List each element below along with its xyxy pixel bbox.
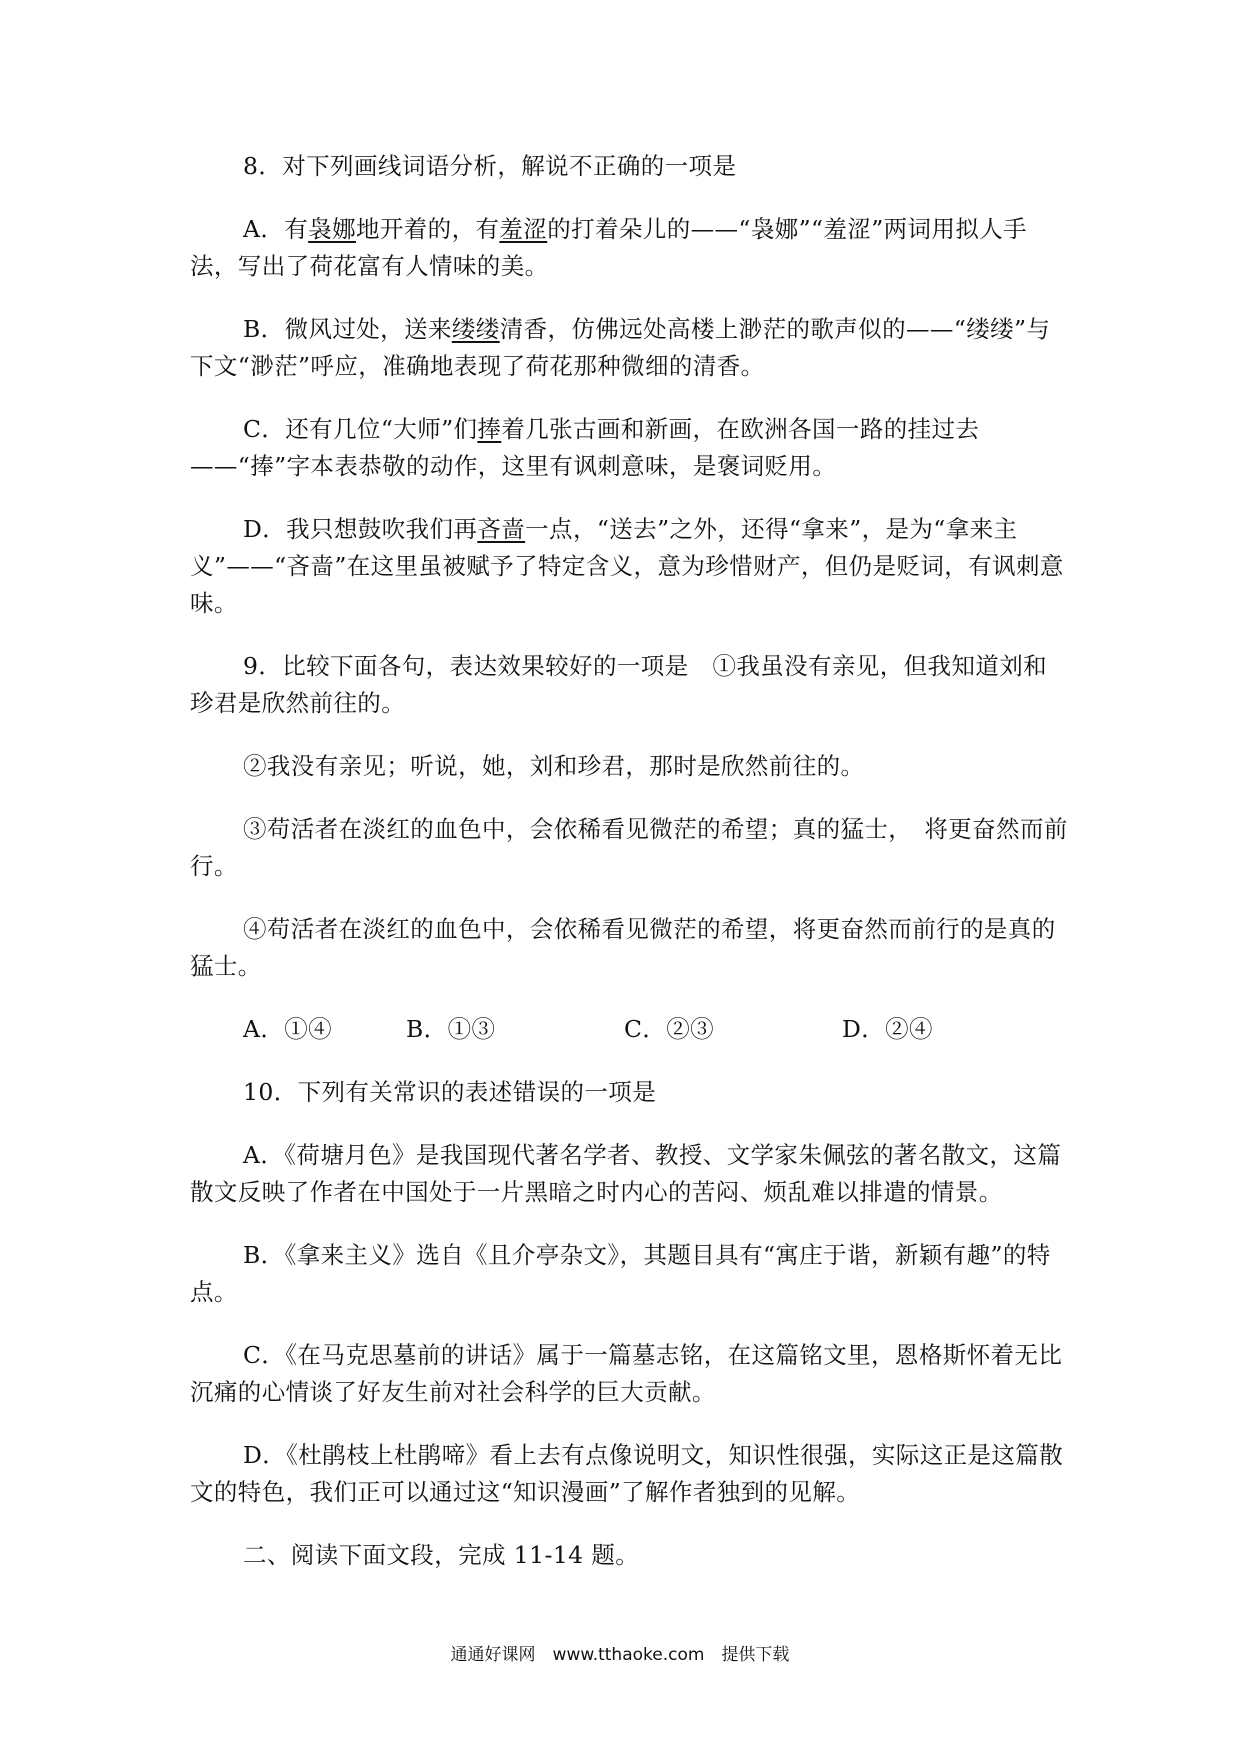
section-2-heading: 二、阅读下面文段，完成 11-14 题。 xyxy=(243,1541,640,1569)
question-9-options xyxy=(190,1011,1068,1048)
question-9-option-c: C．②③ xyxy=(624,1015,715,1043)
underlined-word: 羞涩 xyxy=(499,215,548,243)
page-footer: 通通好课网 www.tthaoke.com 提供下载 xyxy=(450,1645,790,1665)
text-fragment: B．微风过处，送来 xyxy=(243,315,452,343)
question-9-option-b: B．①③ xyxy=(406,1015,496,1043)
question-10-option-d: D．《杜鹃枝上杜鹃啼》看上去有点像说明文，知识性很强，实际这正是这篇散文的特色，我们正可以通过这“知识漫画”了解作者独到的见解。 xyxy=(190,1441,1064,1506)
underlined-word: 缕缕 xyxy=(451,315,500,343)
text-fragment: D．我只想鼓吹我们再 xyxy=(243,515,478,543)
underlined-word: 袅娜 xyxy=(308,215,356,243)
question-9-sentence-4: ④苟活者在淡红的血色中，会依稀看见微茫的希望，将更奋然而前行的是真的猛士。 xyxy=(190,915,1056,980)
question-9-sentence-2: ②我没有亲见；听说，她，刘和珍君，那时是欣然前往的。 xyxy=(243,752,865,780)
text-fragment: 着几张古画和新画，在欧洲各国一路的挂过去——“捧”字本表恭敬的动作，这里有讽刺意味，是褒词贬用。 xyxy=(190,415,980,480)
underlined-word: 吝啬 xyxy=(477,515,526,543)
question-9-stem: 9．比较下面各句，表达效果较好的一项是 ①我虽没有亲见，但我知道刘和珍君是欣然前往的。 xyxy=(190,652,1048,717)
text-fragment: A．有 xyxy=(243,215,309,243)
question-10-stem: 10．下列有关常识的表述错误的一项是 xyxy=(243,1078,657,1106)
question-8-stem: 8．对下列画线词语分析，解说不正确的一项是 xyxy=(243,152,737,180)
question-8-option-a xyxy=(190,211,1068,285)
question-9-option-d: D．②④ xyxy=(842,1015,933,1043)
question-8-option-d xyxy=(190,511,1068,622)
text-fragment: 的打着朵儿的——“袅娜”“羞涩”两词用拟人手法，写出了荷花富有人情味的美。 xyxy=(190,215,1028,280)
underlined-word: 捧 xyxy=(477,415,502,443)
question-9-option-a: A．①④ xyxy=(243,1015,333,1043)
text-fragment: 地开着的，有 xyxy=(355,215,500,243)
document-body xyxy=(190,148,1068,1600)
question-10-option-a: A．《荷塘月色》是我国现代著名学者、教授、文学家朱佩弦的著名散文，这篇散文反映了作者在中国处于一片黑暗之时内心的苦闷、烦乱难以排遣的情景。 xyxy=(190,1141,1062,1206)
question-8-option-c xyxy=(190,411,1068,485)
text-fragment: 一点，“送去”之外，还得“拿来”，是为“拿来主义”——“吝啬”在这里虽被赋予了特定含义，意为珍惜财产，但仍是贬词，有讽刺意味。 xyxy=(190,515,1064,617)
question-10-option-c: C．《在马克思墓前的讲话》属于一篇墓志铭，在这篇铭文里，恩格斯怀着无比沉痛的心情谈了好友生前对社会科学的巨大贡献。 xyxy=(190,1341,1063,1406)
text-fragment: 清香，仿佛远处高楼上渺茫的歌声似的——“缕缕”与下文“渺茫”呼应，准确地表现了荷花那种微细的清香。 xyxy=(190,315,1051,380)
question-10-option-b: B．《拿来主义》选自《且介亭杂文》，其题目具有“寓庄于谐，新颖有趣”的特点。 xyxy=(190,1241,1051,1306)
question-8-option-b xyxy=(190,311,1068,385)
question-9-sentence-3: ③苟活者在淡红的血色中，会依稀看见微茫的希望；真的猛士， 将更奋然而前行。 xyxy=(190,815,1068,880)
text-fragment: C．还有几位“大师”们 xyxy=(243,415,478,443)
